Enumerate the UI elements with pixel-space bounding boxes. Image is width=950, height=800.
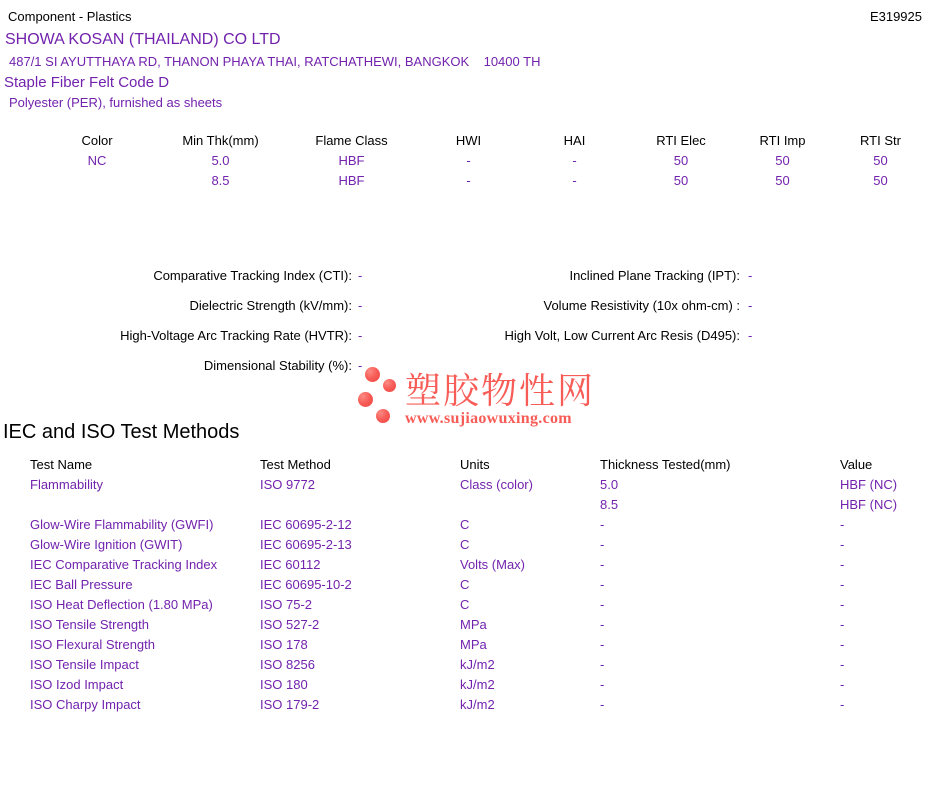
table-cell	[460, 495, 600, 515]
table-cell: ISO Charpy Impact	[30, 697, 141, 712]
table-cell: 50	[775, 153, 790, 168]
table-cell: IEC 60695-2-13	[260, 537, 352, 552]
column-header: Units	[460, 457, 490, 472]
table-cell: -	[466, 153, 471, 168]
product-description: Polyester (PER), furnished as sheets	[9, 95, 223, 110]
table-cell: ISO 8256	[260, 657, 315, 672]
table-cell: -	[840, 597, 845, 612]
table-cell: -	[600, 697, 605, 712]
table-cell: -	[840, 577, 845, 592]
column-header: HAI	[563, 133, 586, 148]
table-cell: kJ/m2	[460, 657, 495, 672]
table-cell: -	[600, 597, 605, 612]
column-header: Test Method	[260, 457, 331, 472]
property-value: -	[358, 358, 363, 373]
table-cell: -	[840, 557, 845, 572]
table-cell: -	[600, 517, 605, 532]
watermark-dot-icon	[383, 379, 396, 392]
table-cell: ISO Heat Deflection (1.80 MPa)	[30, 597, 213, 612]
table-cell: -	[600, 677, 605, 692]
table-cell: -	[840, 657, 845, 672]
column-header: RTI Imp	[759, 133, 806, 148]
table-cell: -	[600, 637, 605, 652]
property-value	[740, 351, 950, 381]
table-cell: IEC 60695-2-12	[260, 517, 352, 532]
product-name: Staple Fiber Felt Code D	[4, 74, 170, 91]
table-cell: ISO 527-2	[260, 617, 320, 632]
table-cell: IEC 60112	[260, 557, 321, 572]
ratings-table	[40, 131, 930, 191]
watermark-dot-icon	[365, 367, 380, 382]
file-number: E319925	[869, 9, 922, 24]
table-cell: kJ/m2	[460, 697, 495, 712]
table-cell: Volts (Max)	[460, 557, 526, 572]
table-cell: ISO 75-2	[260, 597, 313, 612]
table-cell: -	[600, 537, 605, 552]
company-address: 487/1 SI AYUTTHAYA RD, THANON PHAYA THAI, RATCHATHEWI, BANGKOK 10400 TH	[9, 54, 541, 69]
company-name: SHOWA KOSAN (THAILAND) CO LTD	[5, 31, 281, 48]
property-label: Inclined Plane Tracking (IPT):	[569, 268, 740, 283]
column-header: Test Name	[30, 457, 93, 472]
test-methods-table	[30, 455, 950, 715]
column-header: Flame Class	[315, 133, 388, 148]
table-cell: ISO Tensile Impact	[30, 657, 139, 672]
table-cell: Flammability	[30, 477, 103, 492]
table-cell: MPa	[460, 617, 487, 632]
table-cell: 50	[873, 153, 888, 168]
column-header: Color	[81, 133, 113, 148]
watermark-dot-icon	[358, 392, 373, 407]
table-cell: HBF	[338, 173, 365, 188]
table-cell: -	[600, 577, 605, 592]
electrical-properties	[0, 261, 950, 381]
column-header: Thickness Tested(mm)	[600, 457, 731, 472]
table-cell: ISO Tensile Strength	[30, 617, 149, 632]
column-header: RTI Str	[860, 133, 901, 148]
table-cell: C	[460, 517, 470, 532]
table-cell: 50	[673, 173, 689, 188]
property-label: Comparative Tracking Index (CTI):	[153, 268, 352, 283]
table-cell: C	[460, 597, 470, 612]
column-header: Min Thk(mm)	[182, 133, 259, 148]
property-value: -	[748, 328, 753, 343]
table-cell: 5.0	[211, 153, 230, 168]
property-value: -	[358, 268, 363, 283]
table-cell: -	[600, 657, 605, 672]
doc-category: Component - Plastics	[8, 9, 132, 24]
table-cell: 8.5	[211, 173, 230, 188]
table-cell: -	[840, 677, 845, 692]
table-cell: IEC Comparative Tracking Index	[30, 557, 218, 572]
property-value: -	[358, 328, 363, 343]
table-cell	[30, 495, 260, 515]
table-cell: 5.0	[600, 477, 619, 492]
table-cell: Class (color)	[460, 477, 533, 492]
table-cell: -	[840, 517, 845, 532]
table-cell: -	[840, 637, 845, 652]
table-cell: -	[466, 173, 471, 188]
table-cell: -	[600, 617, 605, 632]
property-label: Volume Resistivity (10x ohm-cm) :	[543, 298, 740, 313]
watermark-dot-icon	[376, 409, 390, 423]
column-header: HWI	[455, 133, 482, 148]
column-header: Value	[840, 457, 873, 472]
watermark-url: www.sujiaowuxing.com	[405, 410, 572, 427]
table-cell: NC	[87, 153, 107, 168]
table-cell: -	[572, 153, 577, 168]
table-cell: ISO 178	[260, 637, 308, 652]
column-header: RTI Elec	[656, 133, 706, 148]
table-cell: ISO 9772	[260, 477, 315, 492]
table-cell: MPa	[460, 637, 487, 652]
table-cell: 50	[673, 153, 689, 168]
table-cell: -	[840, 617, 845, 632]
table-cell	[40, 171, 154, 191]
table-cell: ISO Izod Impact	[30, 677, 124, 692]
table-cell	[260, 495, 460, 515]
table-cell: IEC 60695-10-2	[260, 577, 352, 592]
table-cell: ISO 180	[260, 677, 308, 692]
table-cell: ISO Flexural Strength	[30, 637, 155, 652]
property-label: High Volt, Low Current Arc Resis (D495):	[504, 328, 740, 343]
table-cell: -	[840, 697, 845, 712]
table-cell: HBF (NC)	[840, 497, 898, 512]
property-value: -	[748, 298, 753, 313]
table-cell: ISO 179-2	[260, 697, 320, 712]
table-cell: 50	[873, 173, 888, 188]
property-value: -	[748, 268, 753, 283]
table-cell: HBF	[338, 153, 365, 168]
table-cell: IEC Ball Pressure	[30, 577, 133, 592]
table-cell: -	[600, 557, 605, 572]
table-cell: C	[460, 577, 470, 592]
table-cell: 8.5	[600, 497, 619, 512]
table-cell: 50	[775, 173, 790, 188]
section-title: IEC and ISO Test Methods	[3, 421, 240, 443]
property-label: High-Voltage Arc Tracking Rate (HVTR):	[120, 328, 352, 343]
property-value: -	[358, 298, 363, 313]
table-cell: Glow-Wire Ignition (GWIT)	[30, 537, 183, 552]
watermark-logo-text: 塑胶物性网	[405, 370, 596, 411]
table-cell: kJ/m2	[460, 677, 495, 692]
property-label: Dielectric Strength (kV/mm):	[189, 298, 352, 313]
table-cell: Glow-Wire Flammability (GWFI)	[30, 517, 214, 532]
table-cell: -	[840, 537, 845, 552]
table-cell: C	[460, 537, 470, 552]
property-label: Dimensional Stability (%):	[203, 358, 352, 373]
table-cell: HBF (NC)	[840, 477, 898, 492]
table-cell: -	[572, 173, 577, 188]
